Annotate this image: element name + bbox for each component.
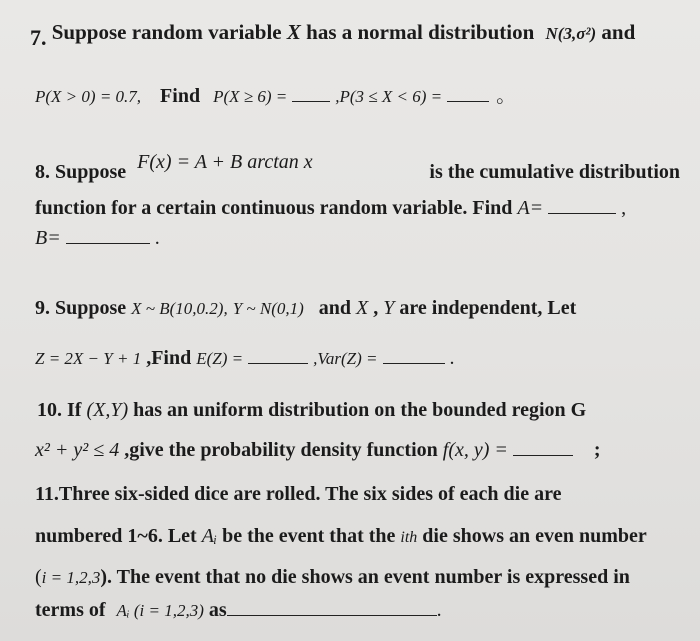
q11-line1 xyxy=(35,482,667,506)
q11-i-range: i = 1,2,3 xyxy=(41,568,101,587)
q10-fxy: f(x, y) = xyxy=(442,439,508,461)
q8-a-label: A= xyxy=(517,197,544,219)
q9-answer-blank-varz[interactable] xyxy=(383,347,445,364)
q8-text2: function for a certain continuous random variable. Find xyxy=(35,197,513,219)
q7-p2: ,P(3 ≤ X < 6) = xyxy=(335,87,443,106)
q7-text2: has a normal distribution xyxy=(306,20,535,44)
q11-text4a: terms of xyxy=(35,599,106,621)
q11-text4b: Aᵢ (i = 1,2,3) xyxy=(116,601,204,620)
q7-answer-blank-1[interactable] xyxy=(292,85,330,102)
q11-line4 xyxy=(35,598,442,623)
q9-x-dist: X ~ B(10,0.2), xyxy=(131,299,228,318)
q9-line1 xyxy=(35,296,576,321)
q8-line3 xyxy=(35,226,160,250)
q9-text2: are independent, Let xyxy=(399,297,577,319)
q11-ith: ith xyxy=(400,529,418,546)
q9-find: ,Find xyxy=(146,347,192,369)
q7-line2 xyxy=(35,84,516,109)
q10-line1 xyxy=(37,398,586,422)
q8-period: . xyxy=(154,227,160,249)
q11-text2b: be the event that the xyxy=(222,525,396,547)
q10-number: 10. If xyxy=(37,399,82,421)
q11-line2 xyxy=(35,524,647,550)
q8-line2 xyxy=(35,196,626,220)
q7-given: P(X > 0) = 0.7, xyxy=(35,87,142,106)
q11-text1: 11.Three six-sided dice are rolled. The six sides of each die are xyxy=(35,483,562,505)
q8-comma: , xyxy=(621,197,627,219)
q10-text2: ,give the probability density function xyxy=(124,439,438,461)
q10-answer-blank[interactable] xyxy=(513,439,573,456)
q7-p1: P(X ≥ 6) = xyxy=(213,87,288,106)
q8-b-label: B= xyxy=(35,227,61,249)
q10-xy: (X,Y) xyxy=(86,399,129,421)
q11-line3 xyxy=(35,565,630,590)
q11-text4c: as xyxy=(208,599,227,621)
q10-line2 xyxy=(35,438,601,462)
q9-z-def: Z = 2X − Y + 1 xyxy=(35,349,142,368)
q9-and: and xyxy=(318,297,352,319)
q10-semicolon: ; xyxy=(593,439,601,461)
q8-function: F(x) = A + B arctan x xyxy=(137,151,313,173)
q11-text3a: ( xyxy=(35,566,42,588)
q9-line2 xyxy=(35,346,455,371)
q11-text2c: die shows an even number xyxy=(422,525,647,547)
q11-ai: Aᵢ xyxy=(201,525,218,547)
q7-text1: Suppose random variable xyxy=(51,20,282,44)
q8-line1 xyxy=(35,150,680,183)
q8-text1: is the cumulative distribution xyxy=(429,161,680,183)
q7-answer-blank-2[interactable] xyxy=(447,85,489,102)
q7-line1 xyxy=(30,20,636,52)
q8-number: 8. Suppose xyxy=(35,161,127,183)
q9-period: . xyxy=(449,347,455,369)
q9-y: Y xyxy=(383,297,395,319)
q7-number: 7. xyxy=(30,25,47,50)
q7-dist: N(3,σ²) xyxy=(545,24,597,43)
q11-text2a: numbered 1~6. Let xyxy=(35,525,197,547)
q9-number: 9. Suppose xyxy=(35,297,127,319)
q9-answer-blank-ez[interactable] xyxy=(248,347,308,364)
q9-y-dist: Y ~ N(0,1) xyxy=(232,299,304,318)
q7-find: Find xyxy=(160,85,201,107)
q7-end: 。 xyxy=(496,85,517,107)
q7-and: and xyxy=(601,20,636,44)
q11-period: . xyxy=(436,599,442,621)
q9-varz: ,Var(Z) = xyxy=(313,349,378,368)
q10-region: x² + y² ≤ 4 xyxy=(35,439,120,461)
q11-text3b: ). The event that no die shows an event number is expressed in xyxy=(100,566,630,588)
q10-text1: has an uniform distribution on the bounded region G xyxy=(133,399,587,421)
q8-answer-blank-b[interactable] xyxy=(66,227,150,244)
q9-x: X xyxy=(356,297,369,319)
q7-var-x: X xyxy=(286,20,301,44)
q11-answer-blank[interactable] xyxy=(227,599,437,616)
q8-answer-blank-a[interactable] xyxy=(548,197,616,214)
q9-ez: E(Z) = xyxy=(196,349,244,368)
q9-comma: , xyxy=(373,297,379,319)
